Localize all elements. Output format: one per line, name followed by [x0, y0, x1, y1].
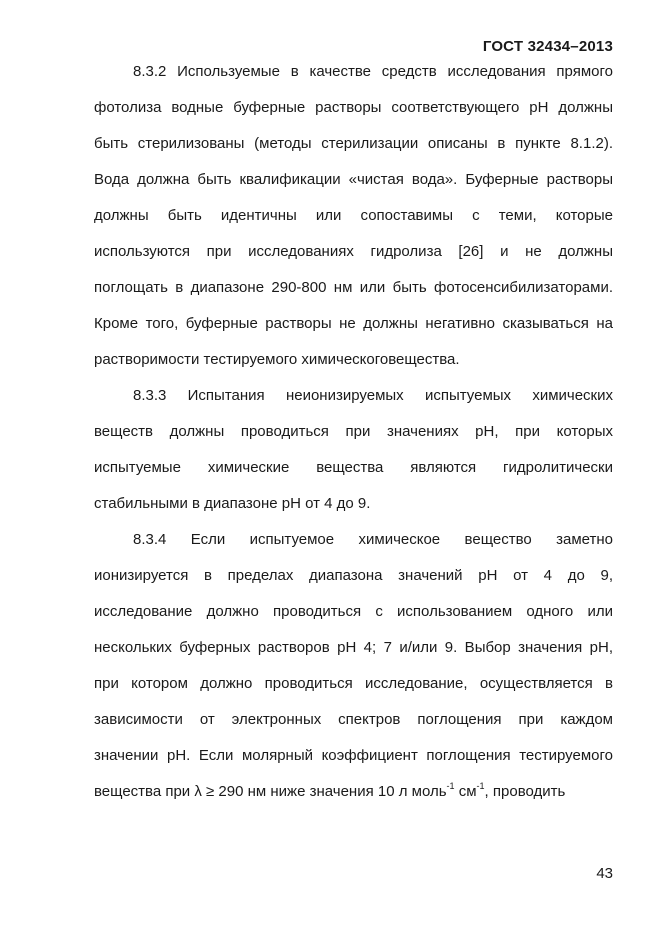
- superscript: -1: [476, 781, 485, 791]
- text-segment: вещества при λ ≥ 290 нм ниже значения 10 л моль: [94, 783, 447, 800]
- text-line: ионизируется в пределах диапазона значений pH от 4 до 9,: [94, 567, 613, 584]
- text-line: стабильными в диапазоне pH от 4 до 9.: [94, 495, 371, 512]
- text-line: должны быть идентичны или сопоставимы с теми, которые: [94, 207, 613, 224]
- text-line: растворимости тестируемого химическоговещества.: [94, 351, 460, 368]
- text-line: нескольких буферных растворов pH 4; 7 и/или 9. Выбор значения pH,: [94, 639, 613, 656]
- text-segment: , проводить: [484, 783, 566, 800]
- text-line: Вода должна быть квалификации «чистая вода». Буферные растворы: [94, 171, 613, 188]
- text-line: быть стерилизованы (методы стерилизации описаны в пункте 8.1.2).: [94, 135, 613, 152]
- text-line: веществ должны проводиться при значениях pH, при которых: [94, 423, 613, 440]
- text-line: 8.3.3 Испытания неионизируемых испытуемых химических: [133, 387, 613, 404]
- text-line: поглощать в диапазоне 290-800 нм или быть фотосенсибилизаторами.: [94, 279, 613, 296]
- page-number: 43: [596, 865, 613, 882]
- text-line: зависимости от электронных спектров поглощения при каждом: [94, 711, 613, 728]
- text-line: используются при исследованиях гидролиза [26] и не должны: [94, 243, 613, 260]
- superscript: -1: [446, 781, 455, 791]
- text-line: 8.3.2 Используемые в качестве средств исследования прямого: [133, 63, 613, 80]
- text-line: Кроме того, буферные растворы не должны негативно сказываться на: [94, 315, 613, 332]
- text-line: фотолиза водные буферные растворы соответствующего pH должны: [94, 99, 613, 116]
- document-code: ГОСТ 32434–2013: [482, 38, 613, 55]
- text-line: 8.3.4 Если испытуемое химическое вещество заметно: [133, 531, 613, 548]
- text-line: при котором должно проводиться исследование, осуществляется в: [94, 675, 613, 692]
- text-line: значении pH. Если молярный коэффициент поглощения тестируемого: [94, 747, 613, 764]
- text-line: исследование должно проводиться с использованием одного или: [94, 603, 613, 620]
- text-segment: см: [454, 783, 477, 800]
- text-line: испытуемые химические вещества являются гидролитически: [94, 459, 613, 476]
- text-line-last: [94, 782, 613, 802]
